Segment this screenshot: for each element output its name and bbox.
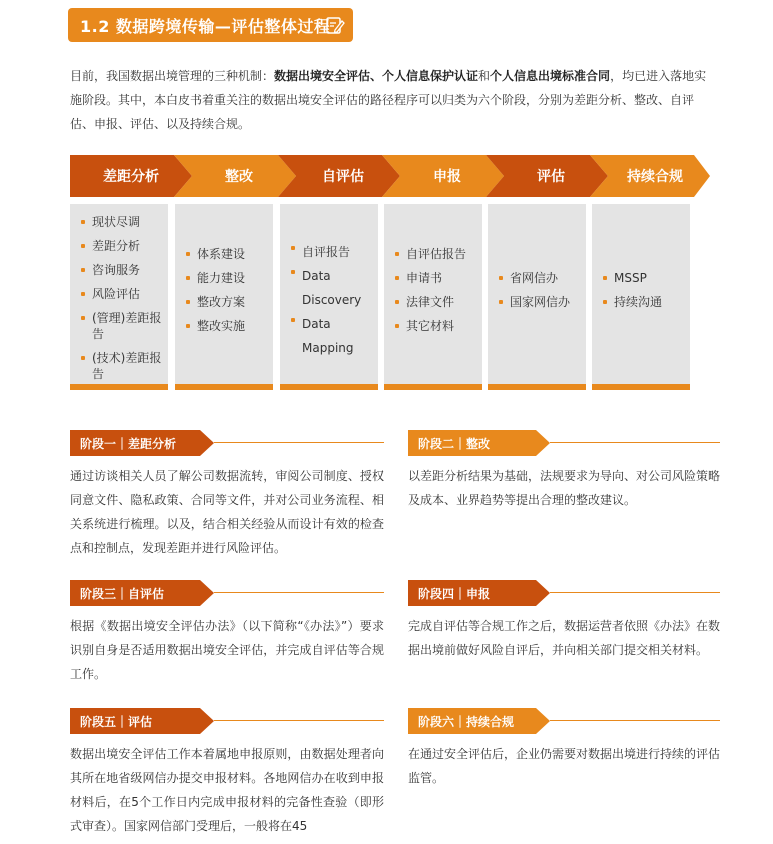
list-item: 申请书 (392, 270, 478, 286)
box-gap-analysis (70, 204, 168, 390)
intro-text: 目前，我国数据出境管理的三种机制： (70, 69, 275, 83)
stage-2-text: 以差距分析结果为基础，法规要求为导向、对公司风险策略及成本、业界趋势等提出合理的整改建议。 (408, 469, 721, 507)
stage-6-label: 阶段六｜持续合规 (418, 714, 515, 729)
list-item: 国家网信办 (496, 294, 582, 310)
intro-bold-contract: 个人信息出境标准合同 (490, 69, 611, 83)
list-item: 体系建设 (183, 246, 269, 262)
list-item: 自评估报告 (392, 246, 478, 262)
flow-step-rectification: 整改 (174, 155, 296, 197)
box-continuous-compliance (592, 204, 690, 390)
stage-6-header (408, 708, 720, 734)
list-item: Data Mapping (288, 312, 374, 360)
stage-1-label: 阶段一｜差距分析 (80, 436, 177, 451)
box-self-assessment (280, 204, 378, 390)
divider (550, 592, 720, 593)
stage-3-label: 阶段三｜自评估 (80, 586, 165, 601)
list-item: 现状尽调 (78, 214, 164, 230)
flow-step-continuous-compliance: 持续合规 (590, 155, 712, 197)
edit-icon (325, 15, 345, 35)
intro-text: ，均已进入落地实施阶段。其中，本白皮书着重关注的数据出境安全评估的路径程序可以归类为六个阶段，分别为差距分析、整改、自评估、申报、评估、以及持续合规。 (70, 69, 707, 131)
box-assessment (488, 204, 586, 390)
list-item: 咨询服务 (78, 262, 164, 278)
process-flow (70, 155, 710, 197)
stage-4-header (408, 580, 720, 606)
divider (214, 442, 384, 443)
stage-4-text: 完成自评估等合规工作之后，数据运营者依照《办法》在数据出境前做好风险自评后，并向相关部门提交相关材料。 (408, 619, 721, 657)
flow-step-self-assessment: 自评估 (278, 155, 400, 197)
section-title-banner (68, 8, 353, 42)
stage-1-text: 通过访谈相关人员了解公司数据流转，审阅公司制度、授权同意文件、隐私政策、合同等文件，并对公司业务流程、相关系统进行梳理。以及，结合相关经验从而设计有效的检查点和控制点，发现差距并进行风险评估。 (70, 469, 384, 555)
flow-step-gap-analysis: 差距分析 (70, 155, 192, 197)
intro-bold-mechanisms: 数据出境安全评估、个人信息保护认证 (274, 69, 479, 83)
list-item: 其它材料 (392, 318, 478, 334)
box-rectification (175, 204, 273, 390)
list-item: 整改方案 (183, 294, 269, 310)
flow-step-declaration: 申报 (382, 155, 504, 197)
list-item: 整改实施 (183, 318, 269, 334)
stage-3-header (70, 580, 384, 606)
list-item: 自评报告 (288, 240, 374, 264)
intro-paragraph (70, 64, 710, 136)
section-title: 1.2 数据跨境传输—评估整体过程 (80, 16, 331, 36)
stage-5-text: 数据出境安全评估工作本着属地申报原则，由数据处理者向其所在地省级网信办提交申报材料。各地网信办在收到申报材料后，在5个工作日内完成申报材料的完备性查验（即形式审查）。国家网信部门受理后，一般将在45 (70, 747, 384, 833)
list-item: MSSP (600, 270, 686, 286)
list-item: 差距分析 (78, 238, 164, 254)
list-item: 省网信办 (496, 270, 582, 286)
list-item: 持续沟通 (600, 294, 686, 310)
stage-6-text: 在通过安全评估后，企业仍需要对数据出境进行持续的评估监管。 (408, 747, 721, 785)
list-item: 风险评估 (78, 286, 164, 302)
divider (214, 592, 384, 593)
stage-2-label: 阶段二｜整改 (418, 436, 491, 451)
list-item: (技术)差距报告 (78, 350, 164, 382)
list-item: (管理)差距报告 (78, 310, 164, 342)
stage-1-header (70, 430, 384, 456)
stage-5-header (70, 708, 384, 734)
stage-4-label: 阶段四｜申报 (418, 586, 491, 601)
stage-3-text: 根据《数据出境安全评估办法》（以下简称“《办法》”）要求识别自身是否适用数据出境安全评估，并完成自评估等合规工作。 (70, 619, 384, 681)
intro-text: 和 (478, 69, 491, 83)
box-declaration (384, 204, 482, 390)
divider (550, 720, 720, 721)
stage-2-header (408, 430, 720, 456)
list-item: Data Discovery (288, 264, 374, 312)
flow-step-assessment: 评估 (486, 155, 608, 197)
list-item: 能力建设 (183, 270, 269, 286)
divider (550, 442, 720, 443)
list-item: 法律文件 (392, 294, 478, 310)
stage-5-label: 阶段五｜评估 (80, 714, 153, 729)
divider (214, 720, 384, 721)
